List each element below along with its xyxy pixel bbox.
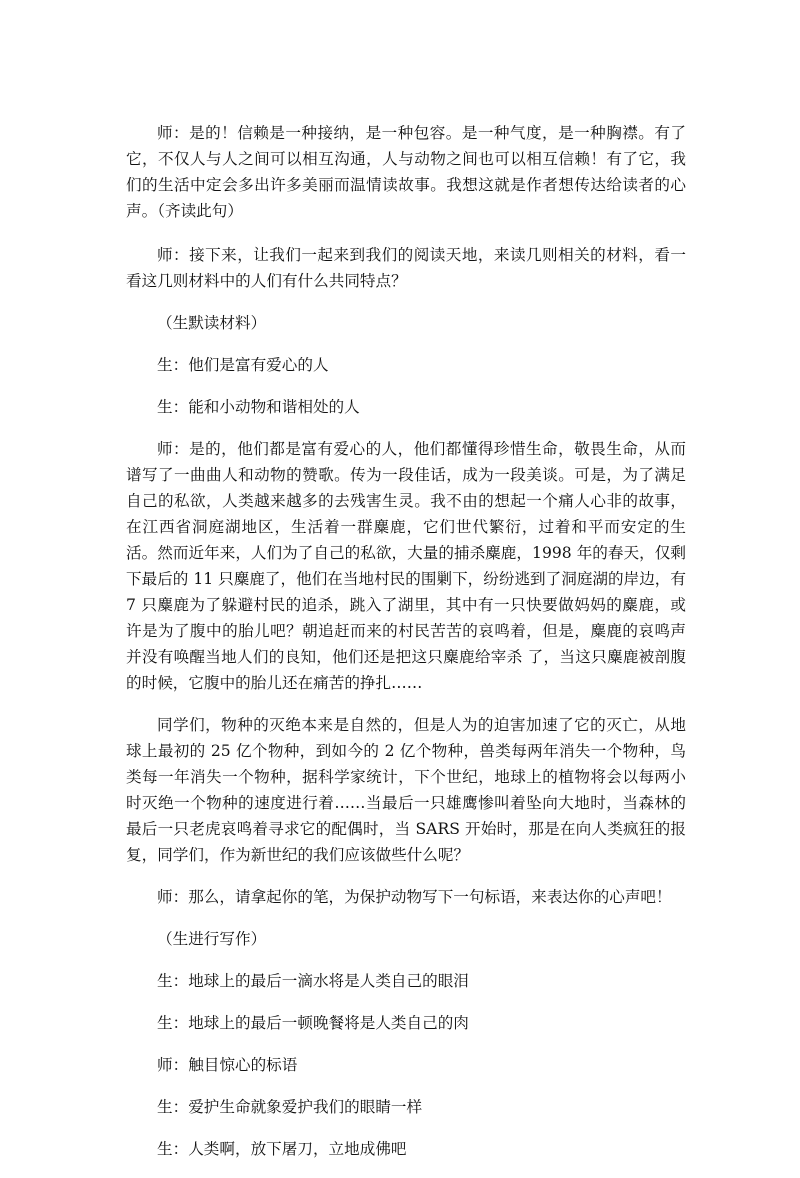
paragraph-student-slogan-2: 生：地球上的最后一顿晚餐将是人类自己的肉 bbox=[157, 1014, 469, 1032]
paragraph-teacher-trust: 师：是的！信赖是一种接纳，是一种包容。是一种气度，是一种胸襟。有了它，不仅人与人之间可以相互沟通，人与动物之间也可以相互信赖！有了它，我们的生活中定会多出许多美丽而温情读故事。我想这就是作者想传达给读者的心声。（齐读此句） bbox=[126, 124, 686, 220]
paragraph-writing: （生进行写作） bbox=[157, 930, 267, 948]
paragraph-teacher-deer-story: 师：是的，他们都是富有爱心的人，他们都懂得珍惜生命，敬畏生命，从而谱写了一曲曲人和动物的赞歌。传为一段佳话，成为一段美谈。可是，为了满足自己的私欲，人类越来越多的去残害生灵。我不由的想起一个痛人心非的故事，在江西省洞庭湖地区，生活着一群麋鹿，它们世代繁衍，过着和平而安定的生活。然而近年来，人们为了自己的私欲，大量的捕杀麋鹿，1998 年的春天，仅剩下最后的 11 只麋鹿了，他们在当地村民的围剿下，纷纷逃到了洞庭湖的岸边，有 7 只麋鹿为了躲避村民的追杀，跳入了湖里，其中有一只快要做妈妈的麋鹿，或许是为了腹中的胎儿吧？朝追赶而来的村民苦苦的哀鸣着，但是，麋鹿的哀鸣声并没有唤醒当地人们的良知，他们还是把这只麋鹿给宰杀 了，当这只麋鹿被剖腹的时候，它腹中的胎儿还在痛苦的挣扎…… bbox=[126, 440, 686, 692]
paragraph-teacher-slogan-task: 师：那么，请拿起你的笔，为保护动物写下一句标语，来表达你的心声吧！ bbox=[157, 888, 672, 906]
paragraph-student-slogan-3: 生：爱护生命就象爱护我们的眼睛一样 bbox=[157, 1098, 423, 1116]
paragraph-student-slogan-4: 生：人类啊，放下屠刀，立地成佛吧 bbox=[157, 1140, 407, 1158]
paragraph-teacher-reading: 师：接下来，让我们一起来到我们的阅读天地，来读几则相关的材料，看一看这几则材料中的人们有什么共同特点？ bbox=[126, 246, 686, 290]
paragraph-species-extinction: 同学们，物种的灭绝本来是自然的，但是人为的迫害加速了它的灭亡，从地球上最初的 25 亿个物种，到如今的 2 亿个物种，兽类每两年消失一个物种，鸟类每一年消失一个物种，据科学家统计，下个世纪，地球上的植物将会以每两小时灭绝一个物种的速度进行着……当最后一只雄鹰惨叫着坠向大地时，当森林的最后一只老虎哀鸣着寻求它的配偶时，当 SARS 开始时，那是在向人类疯狂的报复，同学们，作为新世纪的我们应该做些什么呢？ bbox=[126, 716, 686, 864]
paragraph-student-answer-2: 生：能和小动物和谐相处的人 bbox=[157, 398, 360, 416]
paragraph-silent-reading: （生默读材料） bbox=[157, 314, 267, 332]
paragraph-student-answer-1: 生：他们是富有爱心的人 bbox=[157, 356, 329, 374]
paragraph-teacher-comment: 师：触目惊心的标语 bbox=[157, 1056, 298, 1074]
document-body bbox=[126, 120, 686, 1178]
paragraph-student-slogan-1: 生：地球上的最后一滴水将是人类自己的眼泪 bbox=[157, 972, 469, 990]
